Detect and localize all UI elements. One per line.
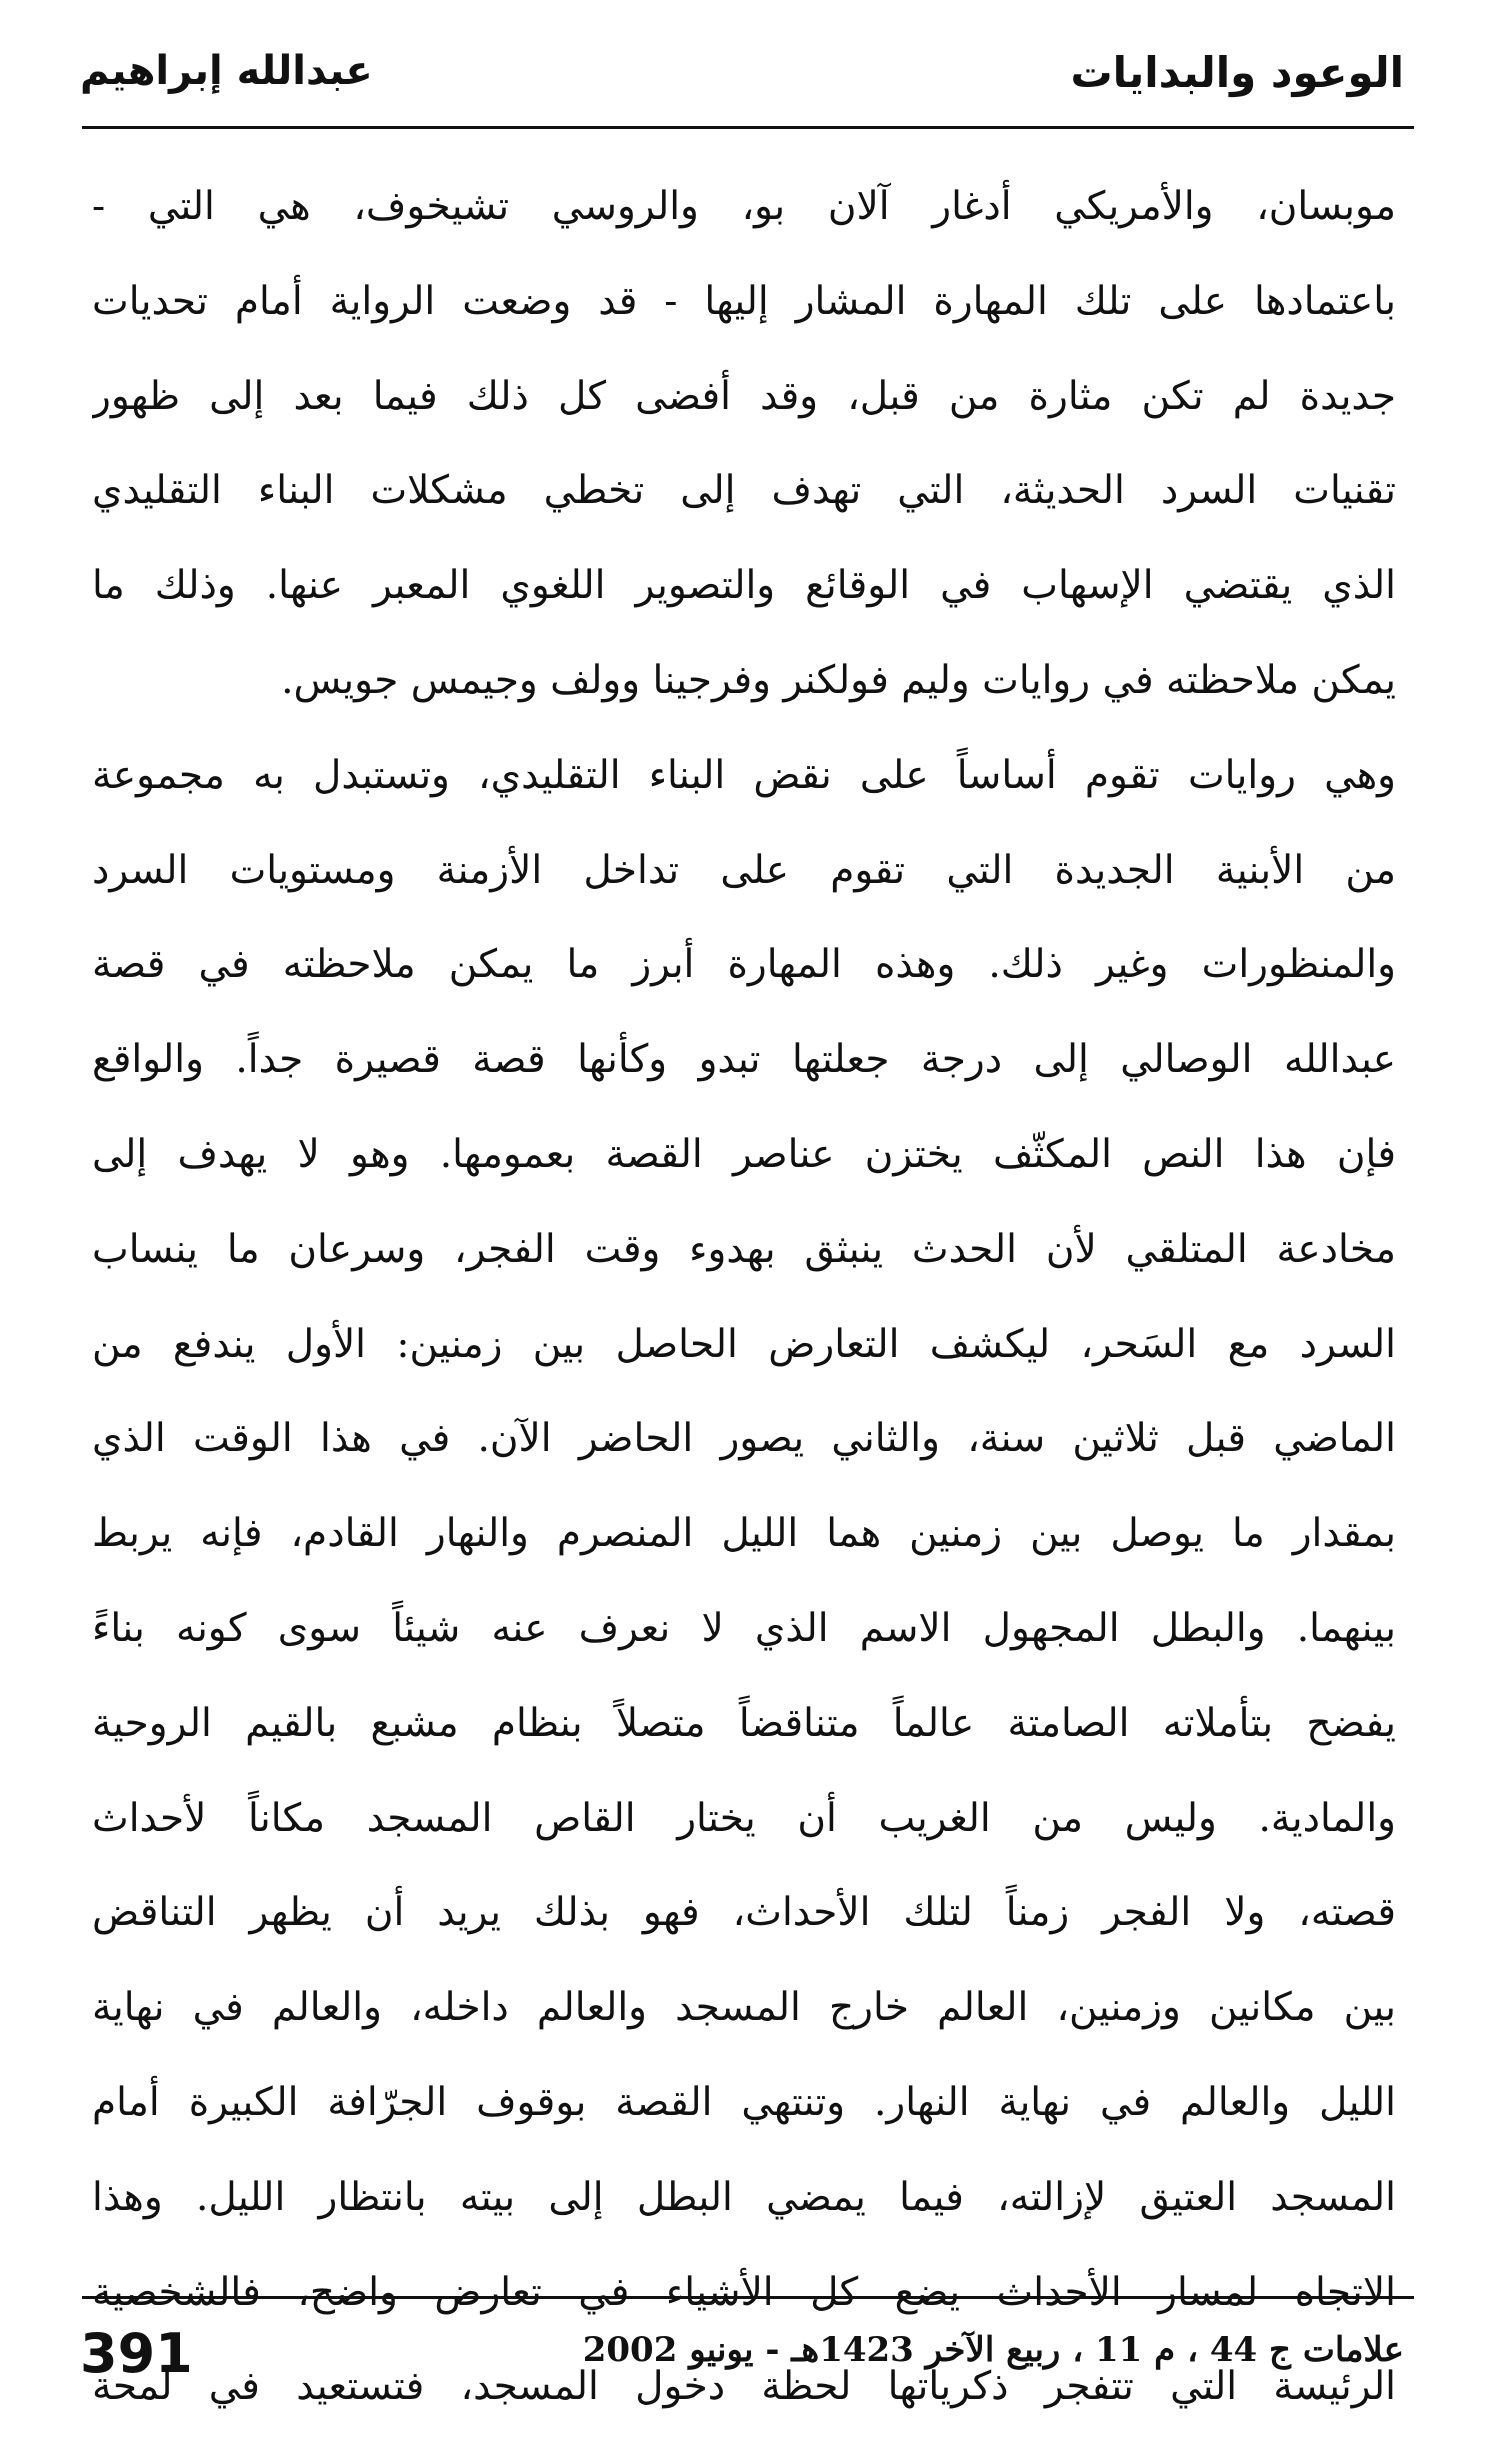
- text-line: فإن هذا النص المكثّف يختزن عناصر القصة بعمومها. وهو لا يهدف إلى: [92, 1131, 1396, 1177]
- publication-info: علامات ج 44 ، م 11 ، ربيع الآخر 1423هـ - يونيو 2002: [582, 2330, 1404, 2370]
- text-line: تقنيات السرد الحديثة، التي تهدف إلى تخطي مشكلات البناء التقليدي: [92, 468, 1396, 514]
- header-divider: [82, 126, 1414, 129]
- text-line: والمادية. وليس من الغريب أن يختار القاص المسجد مكاناً لأحداث: [92, 1795, 1396, 1841]
- text-line: بين مكانين وزمنين، العالم خارج المسجد والعالم داخله، والعالم في نهاية: [92, 1985, 1396, 2031]
- text-line: بمقدار ما يوصل بين زمنين هما الليل المنصرم والنهار القادم، فإنه يربط: [92, 1511, 1396, 1557]
- page-number: 391: [80, 2322, 193, 2385]
- text-line: موبسان، والأمريكي أدغار آلان بو، والروسي تشيخوف، هي التي -: [92, 184, 1396, 229]
- footer-divider: [82, 2296, 1414, 2299]
- text-line: الاتجاه لمسار الأحداث يضع كل الأشياء في تعارض واضح، فالشخصية: [92, 2269, 1396, 2315]
- text-line: من الأبنية الجديدة التي تقوم على تداخل الأزمنة ومستويات السرد: [92, 847, 1396, 893]
- text-line: مخادعة المتلقي لأن الحدث ينبثق بهدوء وقت الفجر، وسرعان ما ينساب: [92, 1226, 1396, 1272]
- text-line: بينهما. والبطل المجهول الاسم الذي لا نعرف عنه شيئاً سوى كونه بناءً: [92, 1605, 1396, 1651]
- text-line: قصته، ولا الفجر زمناً لتلك الأحداث، فهو بذلك يريد أن يظهر التناقض: [92, 1890, 1396, 1936]
- text-line: عبدالله الوصالي إلى درجة جعلتها تبدو وكأنها قصة قصيرة جداً. والواقع: [92, 1037, 1396, 1083]
- header-author: عبدالله إبراهيم: [80, 48, 373, 94]
- text-line: الليل والعالم في نهاية النهار. وتنتهي القصة بوقوف الجرّافة الكبيرة أمام: [92, 2079, 1396, 2125]
- text-line: المسجد العتيق لإزالته، فيما يمضي البطل إلى بيته بانتظار الليل. وهذا: [92, 2174, 1396, 2220]
- text-line: يمكن ملاحظته في روايات وليم فولكنر وفرجينا وولف وجيمس جويس.: [281, 657, 1396, 703]
- text-line: الرئيسة التي تتفجر ذكرياتها لحظة دخول المسجد، فتستعيد في لمحة: [92, 2364, 1396, 2410]
- running-header: [80, 40, 1404, 120]
- text-line: السرد مع السَحر، ليكشف التعارض الحاصل بين زمنين: الأول يندفع من: [92, 1321, 1396, 1367]
- text-line: الماضي قبل ثلاثين سنة، والثاني يصور الحاضر الآن. في هذا الوقت الذي: [92, 1416, 1396, 1462]
- text-line: والمنظورات وغير ذلك. وهذه المهارة أبرز ما يمكن ملاحظته في قصة: [92, 942, 1396, 988]
- text-line: جديدة لم تكن مثارة من قبل، وقد أفضى كل ذلك فيما بعد إلى ظهور: [92, 373, 1396, 419]
- header-title: الوعود والبدايات: [1070, 48, 1404, 97]
- running-footer: [80, 2322, 1404, 2402]
- text-line: وهي روايات تقوم أساساً على نقض البناء التقليدي، وتستبدل به مجموعة: [92, 752, 1396, 798]
- text-line: باعتمادها على تلك المهارة المشار إليها - قد وضعت الرواية أمام تحديات: [92, 278, 1396, 324]
- text-line: يفضح بتأملاته الصامتة عالماً متناقضاً متصلاً بنظام مشبع بالقيم الروحية: [92, 1700, 1396, 1746]
- text-line: الذي يقتضي الإسهاب في الوقائع والتصوير اللغوي المعبر عنها. وذلك ما: [92, 563, 1396, 609]
